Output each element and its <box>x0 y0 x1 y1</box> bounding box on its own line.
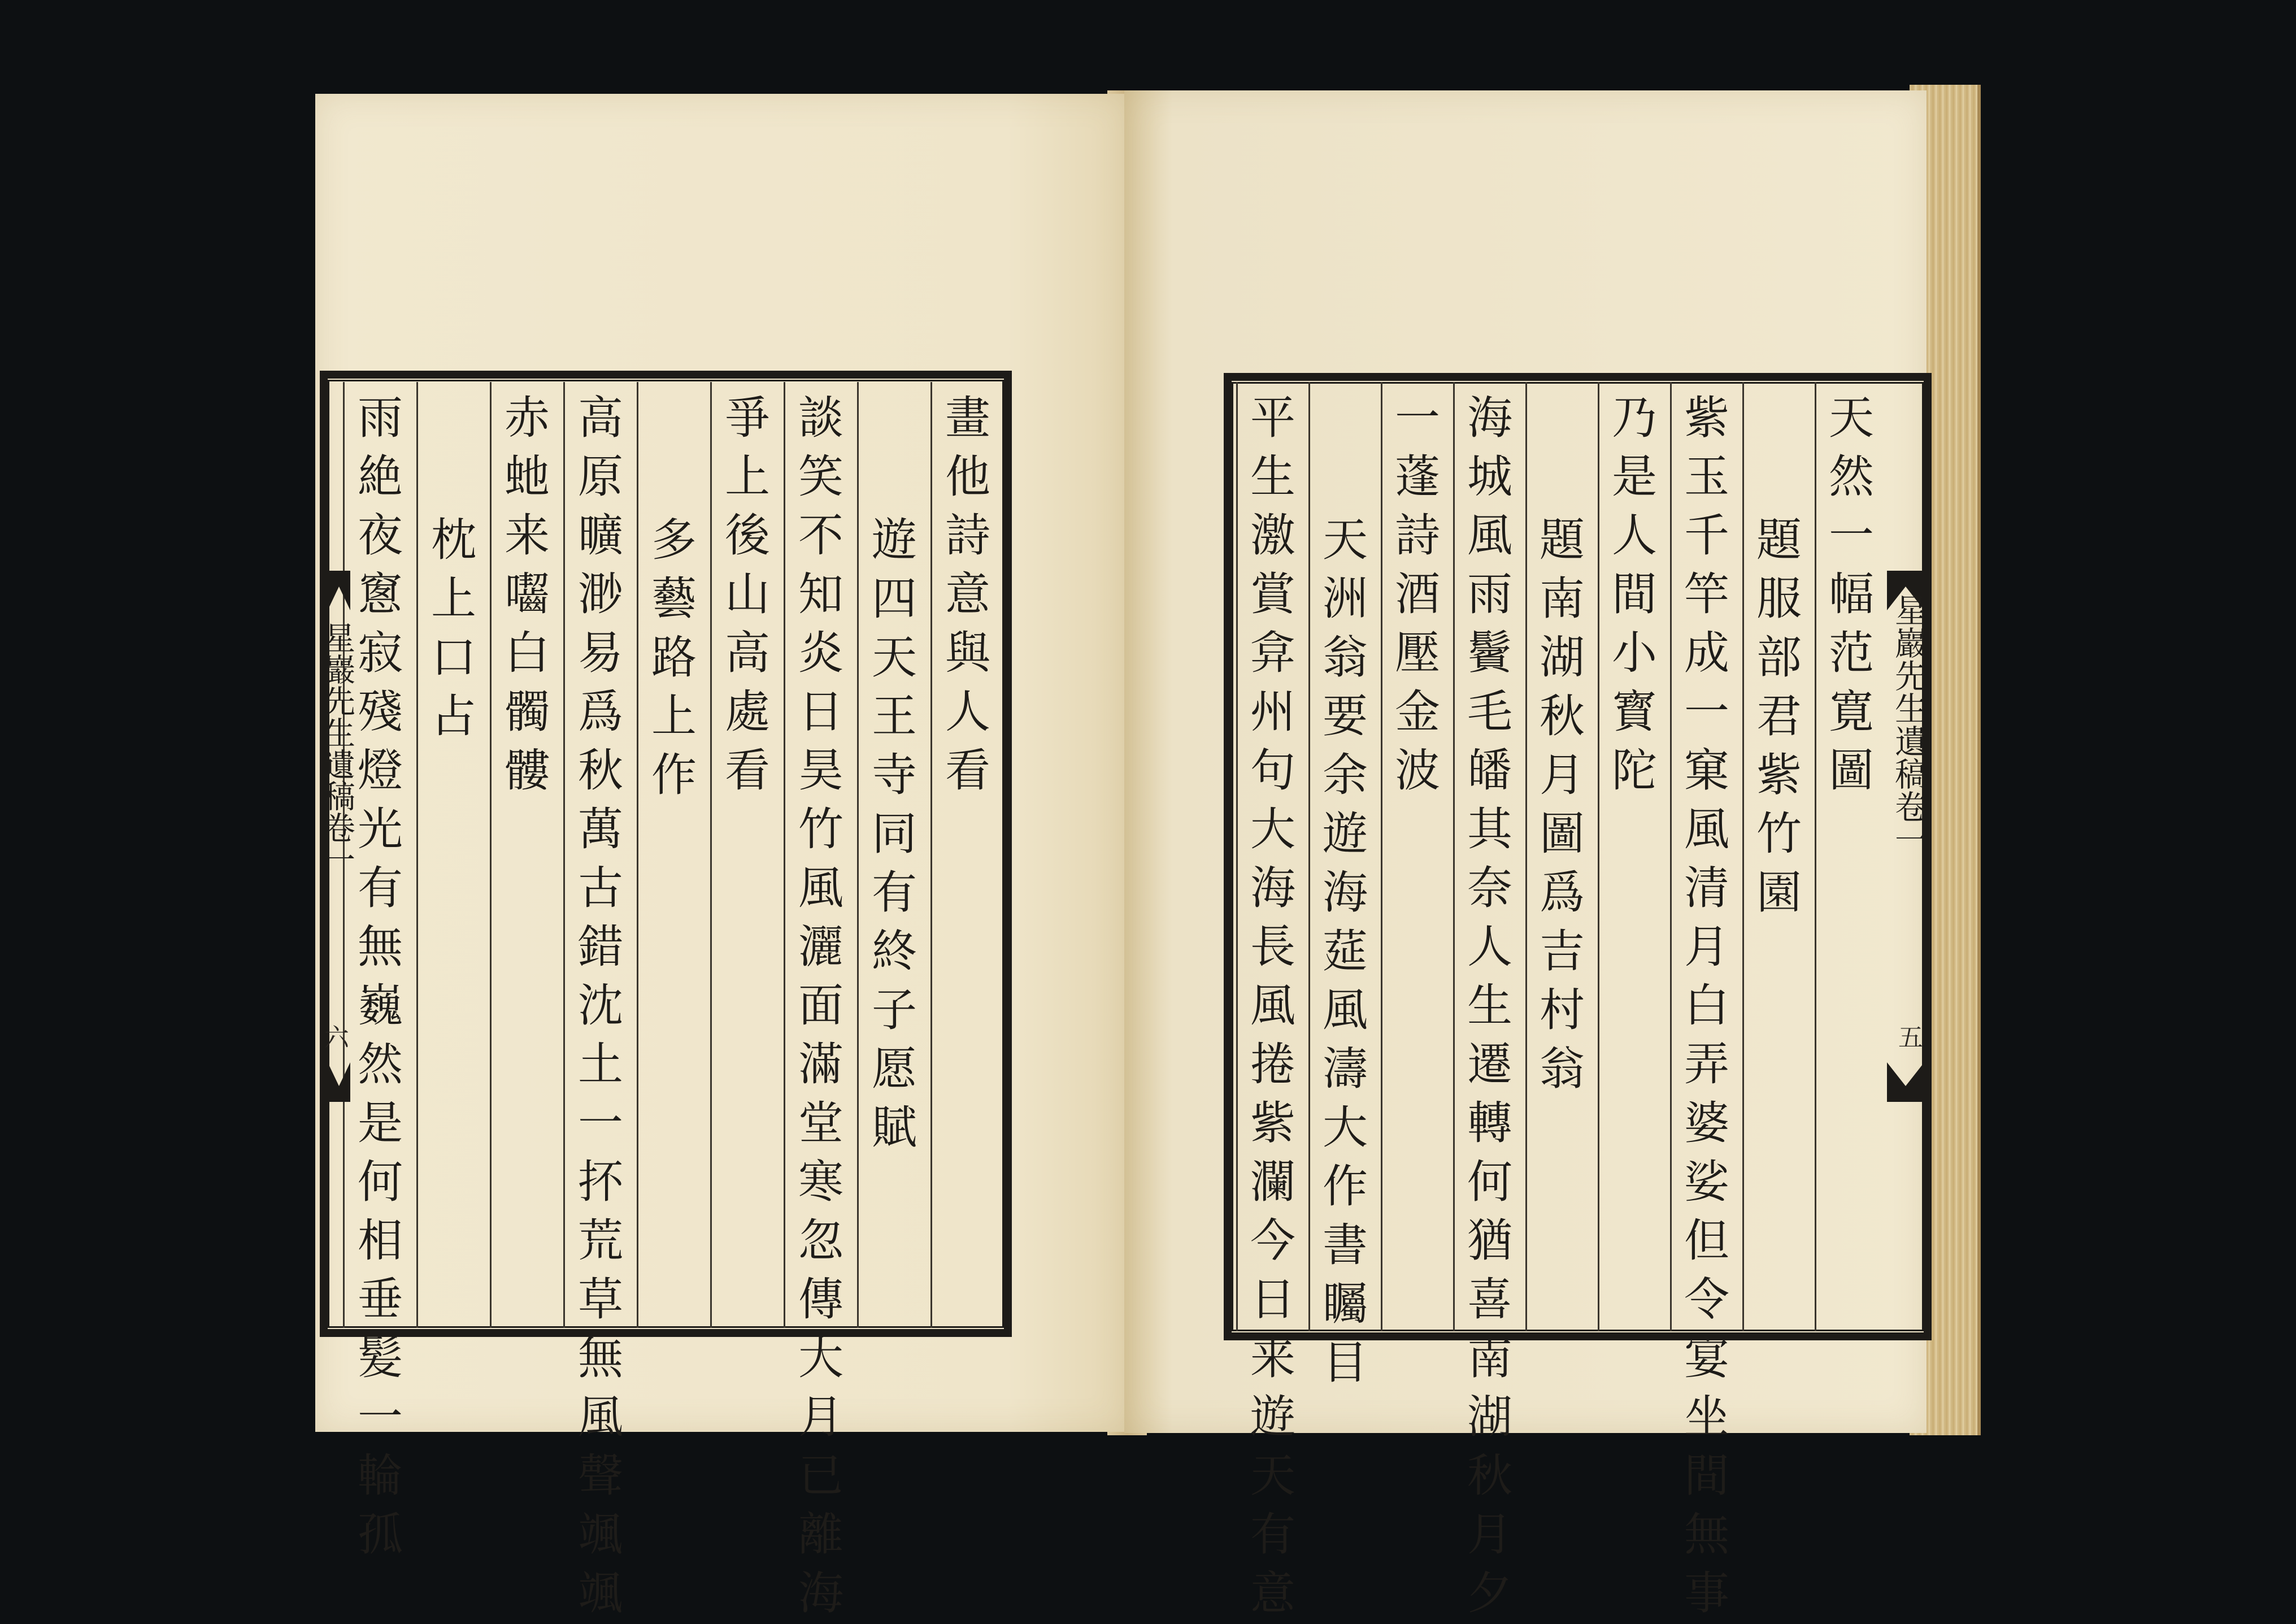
column-rule <box>1598 382 1599 1331</box>
column-rule <box>1742 382 1744 1331</box>
column-rule <box>637 382 638 1328</box>
column-rule <box>930 382 932 1328</box>
text-column: 海 城 風 雨 鬢 毛 皤 其 奈 人 生 遷 轉 何 猶 喜 南 湖 秋 月 夕 <box>1467 392 1512 1619</box>
column-rule <box>1308 382 1310 1331</box>
column-rule <box>710 382 712 1328</box>
text-column: 題 服 部 君 紫 竹 園 <box>1756 514 1802 919</box>
text-column: 天 洲 翁 要 余 遊 海 莚 風 濤 大 作 書 矚 目 <box>1323 514 1368 1389</box>
left-page-number: 六 <box>324 1023 349 1052</box>
left-spine-title-text: 星巖先生遺稿卷一 <box>319 622 355 875</box>
right-spine-title-text: 星巖先生遺稿卷一 <box>1889 593 1928 856</box>
column-rule <box>1670 382 1672 1331</box>
text-column: 乃 是 人 間 小 寳 陀 <box>1612 392 1657 797</box>
column-rule <box>784 382 785 1328</box>
text-column: 平 生 激 賞 弇 州 句 大 海 長 風 捲 紫 瀾 今 日 来 遊 天 有 意 <box>1250 392 1295 1619</box>
left-spine-title <box>320 622 354 875</box>
column-rule <box>416 382 418 1328</box>
text-column: 天 然 一 幅 范 寛 圖 <box>1829 392 1874 797</box>
column-rule <box>1236 382 1238 1331</box>
text-column: 赤 虵 来 囓 白 髑 髏 <box>505 392 550 797</box>
column-rule <box>1453 382 1455 1331</box>
column-rule <box>1525 382 1527 1331</box>
text-column: 畫 他 詩 意 與 人 看 <box>945 392 990 797</box>
text-column: 雨 絶 夜 窻 寂 殘 燈 光 有 無 巍 然 是 何 相 垂 髪 一 輪 孤 <box>358 392 403 1561</box>
text-column: 爭 上 後 山 高 處 看 <box>725 392 770 797</box>
text-column: 高 原 曠 渺 易 爲 秋 萬 古 錯 沈 土 一 抔 荒 草 無 風 聲 颯 颯 <box>578 392 623 1619</box>
text-column: 多 藝 路 上 作 <box>651 514 697 801</box>
text-column: 談 笑 不 知 炎 日 昊 竹 風 灑 面 滿 堂 寒 忽 傳 大 月 已 離 海 <box>798 392 843 1619</box>
right-spine-title <box>1890 593 1927 856</box>
right-page-number: 五 <box>1898 1023 1923 1052</box>
column-rule <box>490 382 492 1328</box>
text-column: 遊 四 天 王 寺 同 有 終 子 愿 賦 <box>872 514 917 1154</box>
text-column: 一 蓬 詩 酒 壓 金 波 <box>1395 392 1440 797</box>
column-rule <box>1815 382 1816 1331</box>
text-column: 紫 玉 千 竿 成 一 窠 風 清 月 白 弄 婆 娑 但 令 宴 坐 間 無 事 <box>1684 392 1729 1619</box>
column-rule <box>563 382 565 1328</box>
text-column: 題 南 湖 秋 月 圖 爲 吉 村 翁 <box>1540 514 1585 1095</box>
column-rule <box>1381 382 1382 1331</box>
text-column: 枕 上 口 占 <box>431 514 476 742</box>
column-rule <box>857 382 859 1328</box>
